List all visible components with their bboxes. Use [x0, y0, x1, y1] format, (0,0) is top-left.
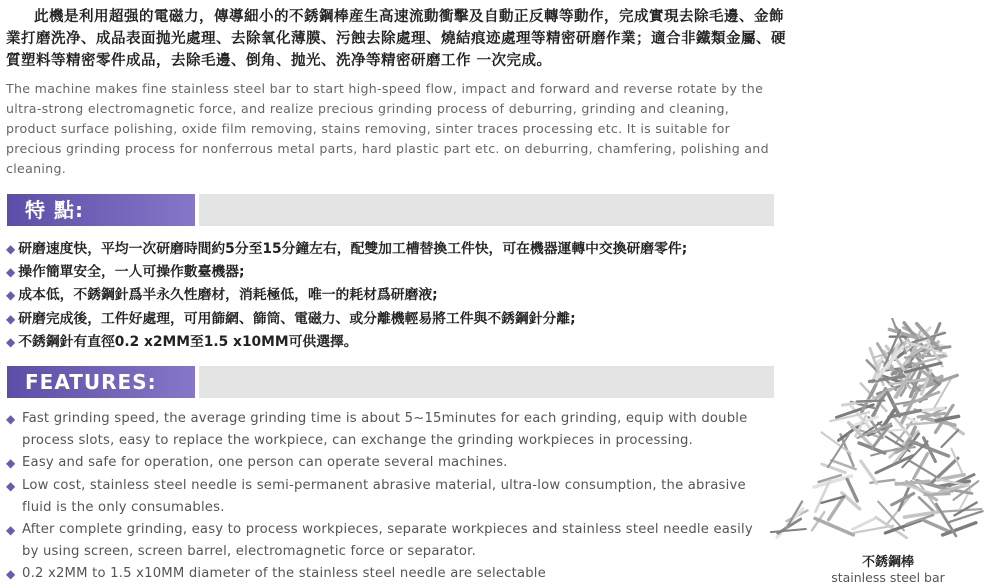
list-item: ◆ 0.2 x2MM to 1.5 x10MM diameter of the stainless steel needle are selectable [6, 563, 766, 585]
diamond-bullet-icon: ◆ [6, 288, 15, 302]
steel-needle [853, 518, 875, 529]
list-item: ◆ Fast grinding speed, the average grinding time is about 5~15minutes for each grinding, equip with double process slots, easy to replace the workpiece, can exchange the grinding workpieces in processing. [6, 408, 766, 452]
stainless-steel-bar-photo [755, 318, 1000, 550]
steel-needle [948, 511, 983, 522]
steel-needle [822, 464, 845, 472]
diamond-bullet-icon: ◆ [6, 475, 15, 497]
list-item: ◆ 不銹鋼針有直徑0.2 x2MM至1.5 x10MM可供選擇。 [6, 331, 786, 354]
header-separator [195, 194, 199, 226]
steel-needle [876, 456, 913, 473]
steel-needle [925, 494, 949, 495]
photo-caption-english: stainless steel bar [818, 570, 958, 585]
list-item: ◆ 研磨速度快，平均一次研磨時間約5分至15分鐘左右，配雙加工槽替換工件快，可在機器運轉中交換研磨零件; [6, 238, 786, 261]
features-cn-header-bar [7, 194, 774, 226]
steel-needle [905, 512, 941, 518]
diamond-bullet-icon: ◆ [6, 312, 15, 326]
header-separator [195, 366, 199, 398]
list-item: ◆ 操作簡單安全，一人可操作數臺機器; [6, 261, 786, 284]
steel-needle [857, 401, 885, 402]
diamond-bullet-icon: ◆ [6, 242, 15, 256]
diamond-bullet-icon: ◆ [6, 563, 15, 585]
features-cn-list [6, 238, 786, 354]
diamond-bullet-icon: ◆ [6, 265, 15, 279]
list-item: ◆ 成本低，不銹鋼針爲半永久性磨材，消耗極低，唯一的耗材爲研磨液; [6, 284, 786, 307]
features-en-title: FEATURES: [7, 366, 195, 398]
diamond-bullet-icon: ◆ [6, 452, 15, 474]
features-en-header-bar [7, 366, 774, 398]
steel-needle [942, 430, 959, 447]
list-item: ◆ 研磨完成後，工件好處理，可用篩網、篩筒、電磁力、或分離機輕易將工件與不銹鋼針分離; [6, 308, 786, 331]
intro-english-paragraph: The machine makes fine stainless steel bar to start high-speed flow, impact and forward and reverse rotate by the ultra-strong electromagnetic force, and realize precious grinding process of deburring, grinding and cleaning, product surface polishing, oxide film removing, stains removing, sinter traces processing etc. It is suitable for precious grinding process for nonferrous metal parts, hard plastic part etc. on deburring, chamfering, polishing and cleaning. [6, 79, 781, 179]
features-en-list [6, 408, 766, 586]
list-item: ◆ After complete grinding, easy to process workpieces, separate workpieces and stainless steel needle easily by using screen, screen barrel, electromagnetic force or separator. [6, 519, 766, 563]
intro-chinese-paragraph: 此機是利用超强的電磁力，傳導細小的不銹鋼棒産生高速流動衝擊及自動正反轉等動作，完成實現去除毛邊、金飾業打磨洗净、成品表面抛光處理、去除氧化薄膜、污蝕去除處理、燒結痕迹處理等精密研磨作業；適合非鐵類金屬、硬質塑料等精密零件成品，去除毛邊、倒角、抛光、洗净等精密研磨工作 一次完成。 [6, 6, 786, 72]
features-cn-title: 特 點: [7, 194, 195, 226]
steel-needle [951, 449, 962, 473]
steel-needle [815, 518, 853, 535]
diamond-bullet-icon: ◆ [6, 519, 15, 541]
photo-caption-chinese: 不銹鋼棒 [828, 551, 948, 570]
steel-needle [861, 461, 877, 483]
diamond-bullet-icon: ◆ [6, 408, 15, 430]
diamond-bullet-icon: ◆ [6, 335, 15, 349]
list-item: ◆ Low cost, stainless steel needle is semi-permanent abrasive material, ultra-low consumption, the abrasive fluid is the only consumables. [6, 475, 766, 519]
list-item: ◆ Easy and safe for operation, one person can operate several machines. [6, 452, 766, 474]
steel-needle [771, 529, 806, 532]
steel-needle [919, 497, 935, 512]
